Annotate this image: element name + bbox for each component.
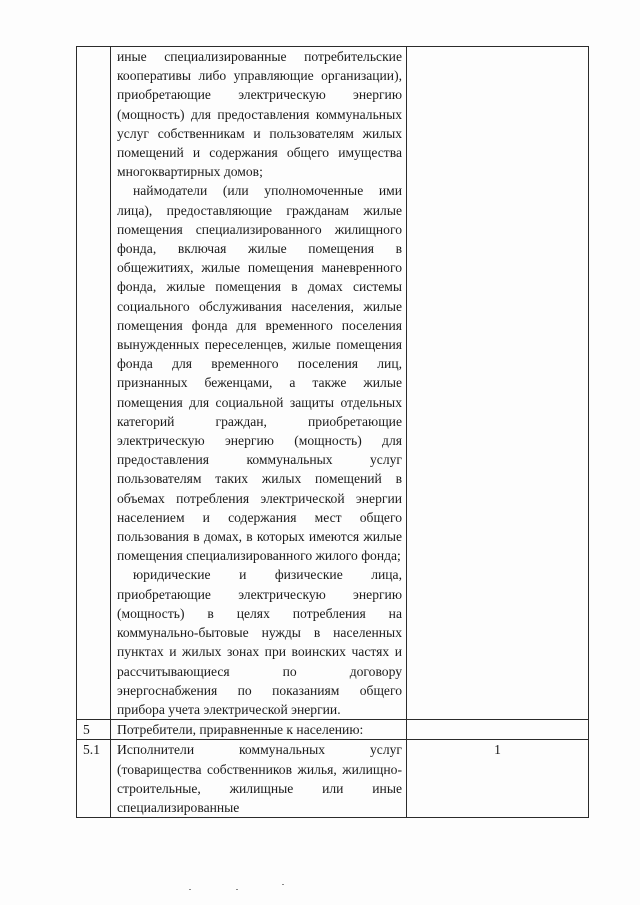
scan-artifact-dot — [282, 884, 284, 885]
table-row-5-1 — [77, 740, 589, 818]
table-row-5 — [77, 720, 589, 740]
row-description-cell: Исполнители коммунальных услуг (товарищества собственников жилья, жилищно-строительные, жилищные или иные специализированные — [111, 740, 407, 818]
table-row-continuation — [77, 47, 589, 720]
scan-artifact-dot — [236, 889, 238, 890]
paragraph-management-organizations: иные специализированные потребительские кооперативы либо управляющие организации), приобретающие электрическую энергию (мощность) для предоставления коммунальных услуг собственникам и пользователям жилых помещений и содержания общего имущества многоквартирных домов; — [117, 49, 402, 180]
row-number-cell — [77, 47, 111, 720]
row-description-cell — [111, 47, 407, 720]
row-number-cell: 5 — [77, 720, 111, 740]
row-value-cell: 1 — [407, 740, 589, 818]
paragraph-legal-and-natural-persons: юридические и физические лица, приобретающие электрическую энергию (мощность) в целях потребления на коммунально-бытовые нужды в населенных пунктах и жилых зонах при воинских частях и рассчитывающиеся по договору энергоснабжения по показаниям общего прибора учета электрической энергии. — [117, 567, 402, 717]
row-description-cell: Потребители, приравненные к населению: — [111, 720, 407, 740]
scan-artifact-dot — [189, 889, 191, 890]
row-number-cell: 5.1 — [77, 740, 111, 818]
row-value-cell — [407, 47, 589, 720]
consumer-categories-table — [76, 46, 589, 818]
row-value-cell — [407, 720, 589, 740]
paragraph-landlords: наймодатели (или уполномоченные ими лица), предоставляющие гражданам жилые помещения специализированного жилищного фонда, включая жилые помещения в общежитиях, жилые помещения маневренного фонда, жилые помещения в домах системы социального обслуживания населения, жилые помещения фонда для временного поселения вынужденных переселенцев, жилые помещения фонда для временного поселения лиц, признанных беженцами, а также жилые помещения для социальной защиты отдельных категорий граждан, приобретающие электрическую энергию (мощность) для предоставления коммунальных услуг пользователям таких жилых помещений в объемах потребления электрической энергии населением и содержания мест общего пользования в домах, в которых имеются жилые помещения специализированного жилого фонда; — [117, 183, 402, 564]
